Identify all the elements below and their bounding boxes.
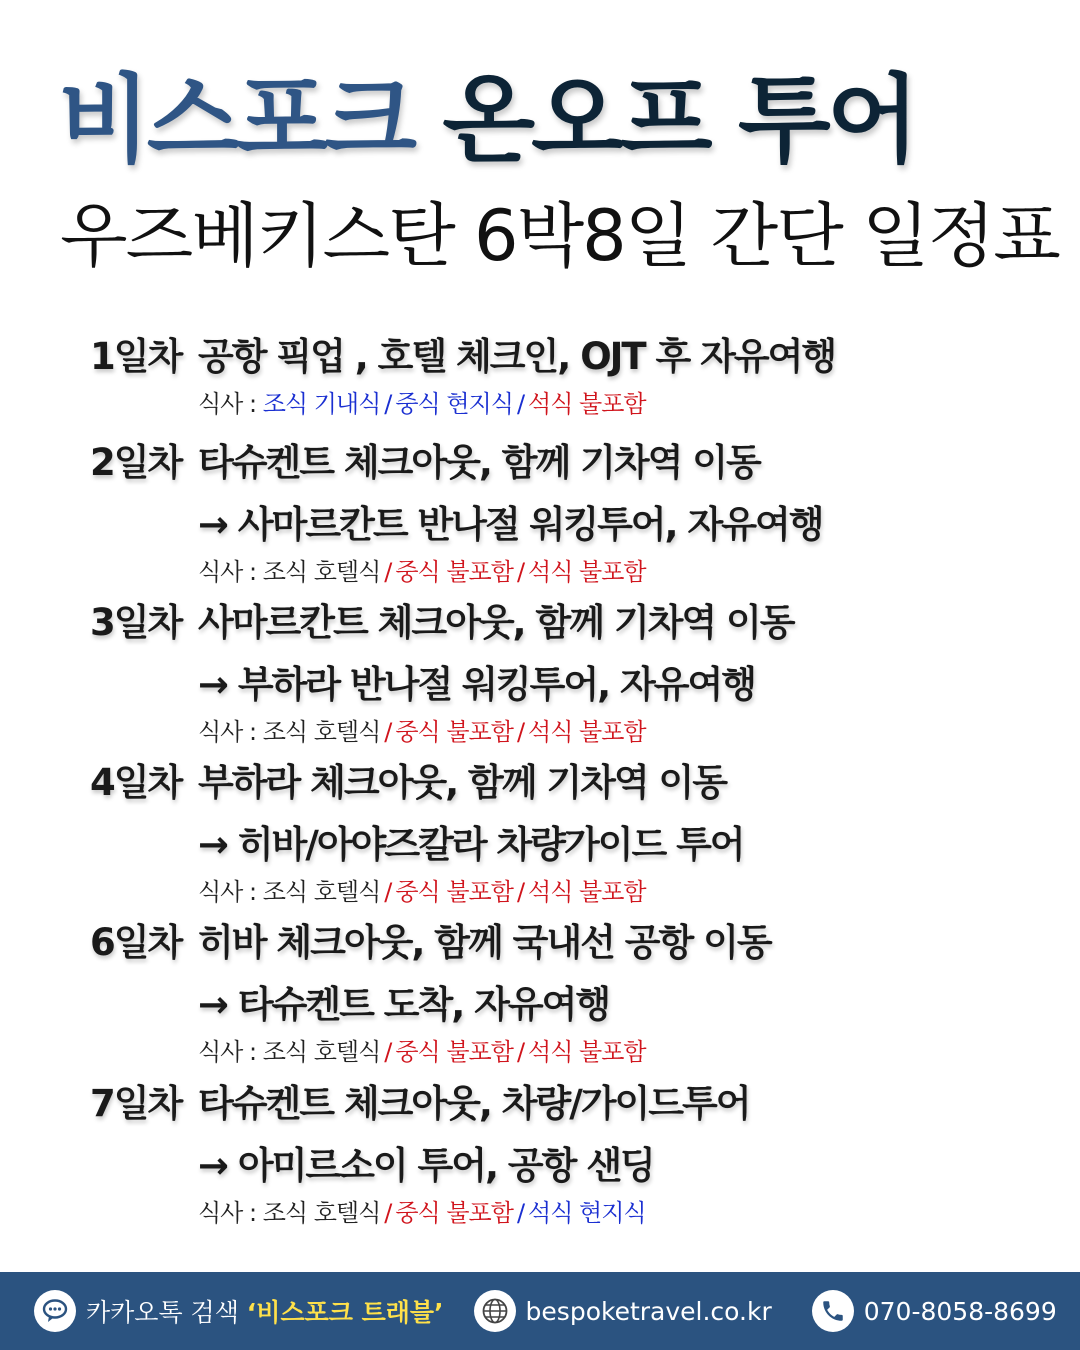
day-continuation: → 타슈켄트 도착, 자유여행: [198, 983, 610, 1026]
day-text: 사마르칸트 체크아웃, 함께 기차역 이동: [198, 601, 794, 644]
day-text: 부하라 체크아웃, 함께 기차역 이동: [198, 761, 726, 804]
day-continuation: → 아미르소이 투어, 공항 샌딩: [198, 1144, 654, 1187]
meal-dinner: 석식 불포함: [528, 1038, 646, 1066]
meal-info: 식사 : 조식 호텔식 / 중식 불포함 / 석식 불포함: [198, 718, 646, 746]
meal-prefix: 식사 :: [198, 558, 263, 586]
meal-dinner: 석식 불포함: [528, 390, 646, 418]
kakao-search-name: ‘비스포크 트래블’: [246, 1298, 444, 1327]
day-item: [90, 912, 1050, 1067]
day-item: [90, 326, 1050, 419]
day-continuation: → 부하라 반나절 워킹투어, 자유여행: [198, 663, 755, 706]
meal-lunch: 중식 불포함: [395, 718, 513, 746]
day-item: [90, 432, 1050, 587]
kakao-prefix: 카카오톡 검색: [86, 1298, 247, 1327]
chat-icon: [34, 1290, 76, 1332]
meal-dinner: 석식 불포함: [528, 878, 646, 906]
meal-info: 식사 : 조식 기내식 / 중식 현지식 / 석식 불포함: [198, 390, 646, 418]
website-link[interactable]: [474, 1290, 772, 1332]
meal-lunch: 중식 불포함: [395, 1038, 513, 1066]
meal-breakfast: 조식 호텔식: [262, 1038, 381, 1066]
page-title: [58, 64, 916, 176]
day-item: [90, 1073, 1050, 1228]
meal-breakfast: 조식 호텔식: [262, 558, 381, 586]
meal-dinner: 석식 현지식: [528, 1199, 646, 1227]
meal-prefix: 식사 :: [198, 878, 263, 906]
day-text: 공항 픽업 , 호텔 체크인, OJT 후 자유여행: [198, 335, 836, 378]
day-item: [90, 752, 1050, 907]
website-text: bespoketravel.co.kr: [525, 1296, 772, 1326]
day-text: 타슈켄트 체크아웃, 함께 기차역 이동: [198, 441, 760, 484]
globe-icon: [474, 1290, 516, 1332]
day-label: 6일차: [90, 921, 182, 964]
meal-lunch: 중식 현지식: [395, 390, 513, 418]
page-subtitle: 우즈베키스탄 6박8일 간단 일정표: [60, 195, 1059, 277]
day-label: 1일차: [90, 335, 182, 378]
phone-contact[interactable]: [812, 1290, 1057, 1332]
meal-info: 식사 : 조식 호텔식 / 중식 불포함 / 석식 불포함: [198, 1038, 646, 1066]
meal-breakfast: 조식 호텔식: [262, 718, 381, 746]
meal-lunch: 중식 불포함: [395, 558, 513, 586]
phone-text: 070-8058-8699: [863, 1296, 1057, 1326]
day-item: [90, 592, 1050, 747]
meal-breakfast: 조식 호텔식: [262, 1199, 381, 1227]
title-rest: 온오프 투어: [442, 64, 916, 176]
day-text: 히바 체크아웃, 함께 국내선 공항 이동: [198, 921, 771, 964]
day-continuation: → 사마르칸트 반나절 워킹투어, 자유여행: [198, 503, 823, 546]
meal-dinner: 석식 불포함: [528, 558, 646, 586]
meal-prefix: 식사 :: [198, 390, 263, 418]
title-brand: 비스포크: [58, 64, 413, 176]
meal-dinner: 석식 불포함: [528, 718, 646, 746]
footer-bar: [0, 1272, 1080, 1350]
day-continuation: → 히바/아야즈칼라 차량가이드 투어: [198, 823, 744, 866]
meal-info: 식사 : 조식 호텔식 / 중식 불포함 / 석식 불포함: [198, 878, 646, 906]
phone-icon: [812, 1290, 854, 1332]
meal-lunch: 중식 불포함: [395, 878, 513, 906]
day-text: 타슈켄트 체크아웃, 차량/가이드투어: [198, 1082, 750, 1125]
meal-prefix: 식사 :: [198, 718, 263, 746]
day-label: 4일차: [90, 761, 182, 804]
meal-lunch: 중식 불포함: [395, 1199, 513, 1227]
meal-breakfast: 조식 호텔식: [262, 878, 381, 906]
meal-prefix: 식사 :: [198, 1038, 263, 1066]
day-label: 7일차: [90, 1082, 182, 1125]
day-label: 3일차: [90, 601, 182, 644]
meal-prefix: 식사 :: [198, 1199, 263, 1227]
meal-info: 식사 : 조식 호텔식 / 중식 불포함 / 석식 불포함: [198, 558, 646, 586]
meal-breakfast: 조식 기내식: [262, 390, 381, 418]
kakao-contact[interactable]: [34, 1290, 444, 1332]
meal-info: 식사 : 조식 호텔식 / 중식 불포함 / 석식 현지식: [198, 1199, 646, 1227]
day-label: 2일차: [90, 441, 182, 484]
